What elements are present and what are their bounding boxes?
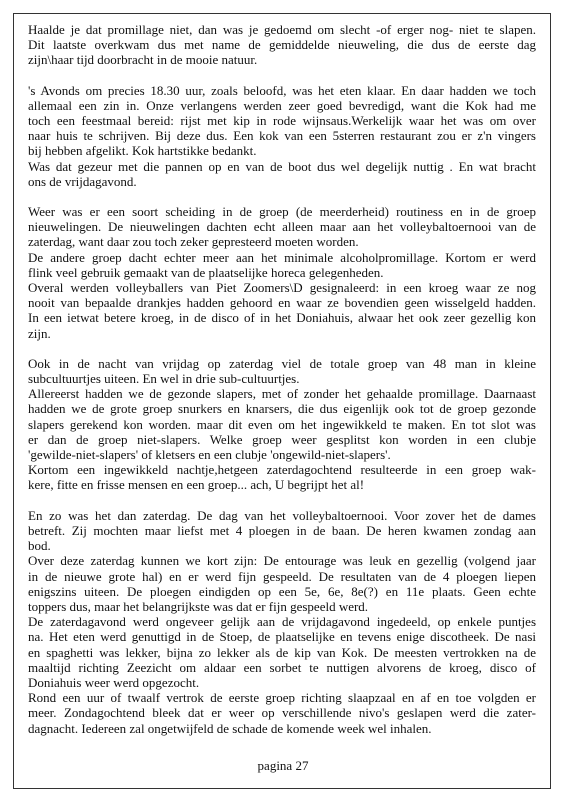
text-line: zaterdag, want daar zou toch zeker gepresteerd moeten worden. bbox=[28, 234, 359, 250]
paragraph-1 bbox=[28, 22, 536, 68]
text-line: De zaterdagavond werd ongeveer gelijk aan de vrijdagavond ingedeeld, op enkele puntjes bbox=[28, 614, 536, 630]
text-line: Over deze zaterdag kunnen we kort zijn: De entourage was leuk en gezellig (volgend jaar bbox=[28, 553, 536, 569]
text-line: toch een feestmaal bereid: rijst met kip in rode wijnsaus.Werkelijk waar het was om over bbox=[28, 113, 536, 129]
text-line: en spaghetti was lekker, bijna zo lekker als de kip van Kok. De meesten vertrokken na de bbox=[28, 644, 536, 660]
text-line: betreft. Zij mochten maar liefst met 4 ploegen in de baan. De heren kwamen zondag aan bbox=[28, 522, 536, 538]
text-line: in de nieuwe grote hal) en er werd fijn gespeeld. De resultaten van de 4 ploegen liepen bbox=[28, 568, 536, 584]
text-line: subcultuurtjes uiteen. En wel in drie sub-cultuurtjes. bbox=[28, 371, 300, 387]
text-line: na. Het eten werd genuttigd in de Stoep, de plaatselijke en tevens enige discotheek. De nasi bbox=[28, 629, 536, 645]
text-line: 's Avonds om precies 18.30 uur, zoals beloofd, was het eten klaar. En daar hadden we toch bbox=[28, 82, 536, 98]
paragraph-3 bbox=[28, 204, 536, 341]
paragraph-2 bbox=[28, 83, 536, 189]
page-number: pagina 27 bbox=[257, 758, 309, 773]
text-line: 'gewilde-niet-slapers' of kletsers en een clubje 'ongewild-niet-slapers'. bbox=[28, 447, 391, 463]
text-line: allemaal een zin in. Onze verlangens werden zeer goed bevredigd, want die Kok had me bbox=[28, 97, 536, 113]
text-line: dagnacht. Iedereen zal ongetwijfeld de schade de komende week wel inhalen. bbox=[28, 720, 432, 736]
text-line: En zo was het dan zaterdag. De dag van het volleybaltoernooi. Voor zover het de dames bbox=[28, 507, 536, 523]
text-line: bij hebben afgelikt. Kok hartstikke bedankt. bbox=[28, 143, 257, 159]
text-line: hadden we de grote groep snurkers en knarsers, die dus eigenlijk ook tot de groep gezonde bbox=[28, 401, 536, 417]
text-line: maaltijd richting Zeezicht om aldaar een sorbet te nuttigen alvorens de kroeg, disco of bbox=[28, 659, 536, 675]
paragraph-4 bbox=[28, 356, 536, 493]
text-line: toppers dus, maar het belangrijkste was dat er fijn gespeeld werd. bbox=[28, 598, 369, 614]
text-line: flink veel gebruik gemaakt van de plaatselijke horeca gelegenheden. bbox=[28, 264, 384, 280]
paragraph-5 bbox=[28, 508, 536, 736]
text-line: kere, fitte en frisse mensen en een groep... ach, U begrijpt het al! bbox=[28, 477, 365, 493]
text-line: In een ietwat betere kroeg, in de disco of in het Doniahuis, alwaar het ook zeer gezellig kon bbox=[28, 310, 536, 326]
text-line: meer. Zondagochtend bleek dat er weer op verschillende nivo's geslapen werd die zater- bbox=[28, 705, 536, 721]
text-line: Haalde je dat promillage niet, dan was je gedoemd om slecht -of erger nog- niet te slapen. bbox=[28, 22, 536, 37]
text-line: zijn. bbox=[28, 325, 51, 341]
text-line: Was dat gezeur met die pannen op en van de boot dus wel degelijk nuttig . En wat bracht bbox=[28, 158, 536, 174]
text-line: De andere groep dacht echter meer aan het minimale alcoholpromillage. Kortom er werd bbox=[28, 249, 536, 265]
text-line: zijn\haar tijd doorbracht in de mooie natuur. bbox=[28, 52, 258, 68]
text-line: Weer was er een soort scheiding in de groep (de meerderheid) routiness en in de groep bbox=[28, 204, 536, 220]
text-line: Overal werden volleyballers van Piet Zoomers\D gesignaleerd: in een kroeg waar ze nog bbox=[28, 280, 536, 296]
text-line: Rond een uur of twaalf vertrok de eerste groep richting slaapzaal en af en toe volgden er bbox=[28, 690, 536, 706]
text-line: er dan de groep niet-slapers. Welke groep weer gesplitst kon worden in een clubje bbox=[28, 431, 536, 447]
text-line: nooit van bepaalde drankjes hadden gehoord en waar ze bovendien geen wisselgeld hadden. bbox=[28, 295, 536, 311]
text-line: slapers gerekend kon worden. maar dit even om het ingewikkeld te maken. En tot slot was bbox=[28, 416, 536, 432]
text-line: Ook in de nacht van vrijdag op zaterdag viel de totale groep van 48 man in kleine bbox=[28, 355, 536, 371]
text-line: Doniahuis weer werd opgezocht. bbox=[28, 674, 200, 690]
text-line: Allereerst hadden we de gezonde slapers, met of zonder het gehaalde promillage. Daarnaast bbox=[28, 386, 536, 402]
text-line: enigszins uiteen. De ploegen eindigden op een 5e, 6e, 8e(?) en 11e plaats. Geen echte bbox=[28, 583, 536, 599]
text-line: naar huis te schrijven. Bij deze dus. Een kok van een 5sterren restaurant zou er z'n vingers bbox=[28, 128, 536, 144]
document-body bbox=[28, 22, 536, 751]
text-line: ons de vrijdagavond. bbox=[28, 173, 137, 189]
text-line: Dit laatste overkwam dus met name de gemiddelde nieuweling, die dus de eerste dag bbox=[28, 37, 536, 53]
text-line: Kortom een ingewikkeld nachtje,hetgeen zaterdagochtend resulteerde in een groep wak- bbox=[28, 462, 536, 478]
text-line: nieuwelingen. De nieuwelingen dachten echt alleen maar aan het volleybaltoernooi van de bbox=[28, 219, 536, 235]
text-line: bod. bbox=[28, 538, 51, 554]
